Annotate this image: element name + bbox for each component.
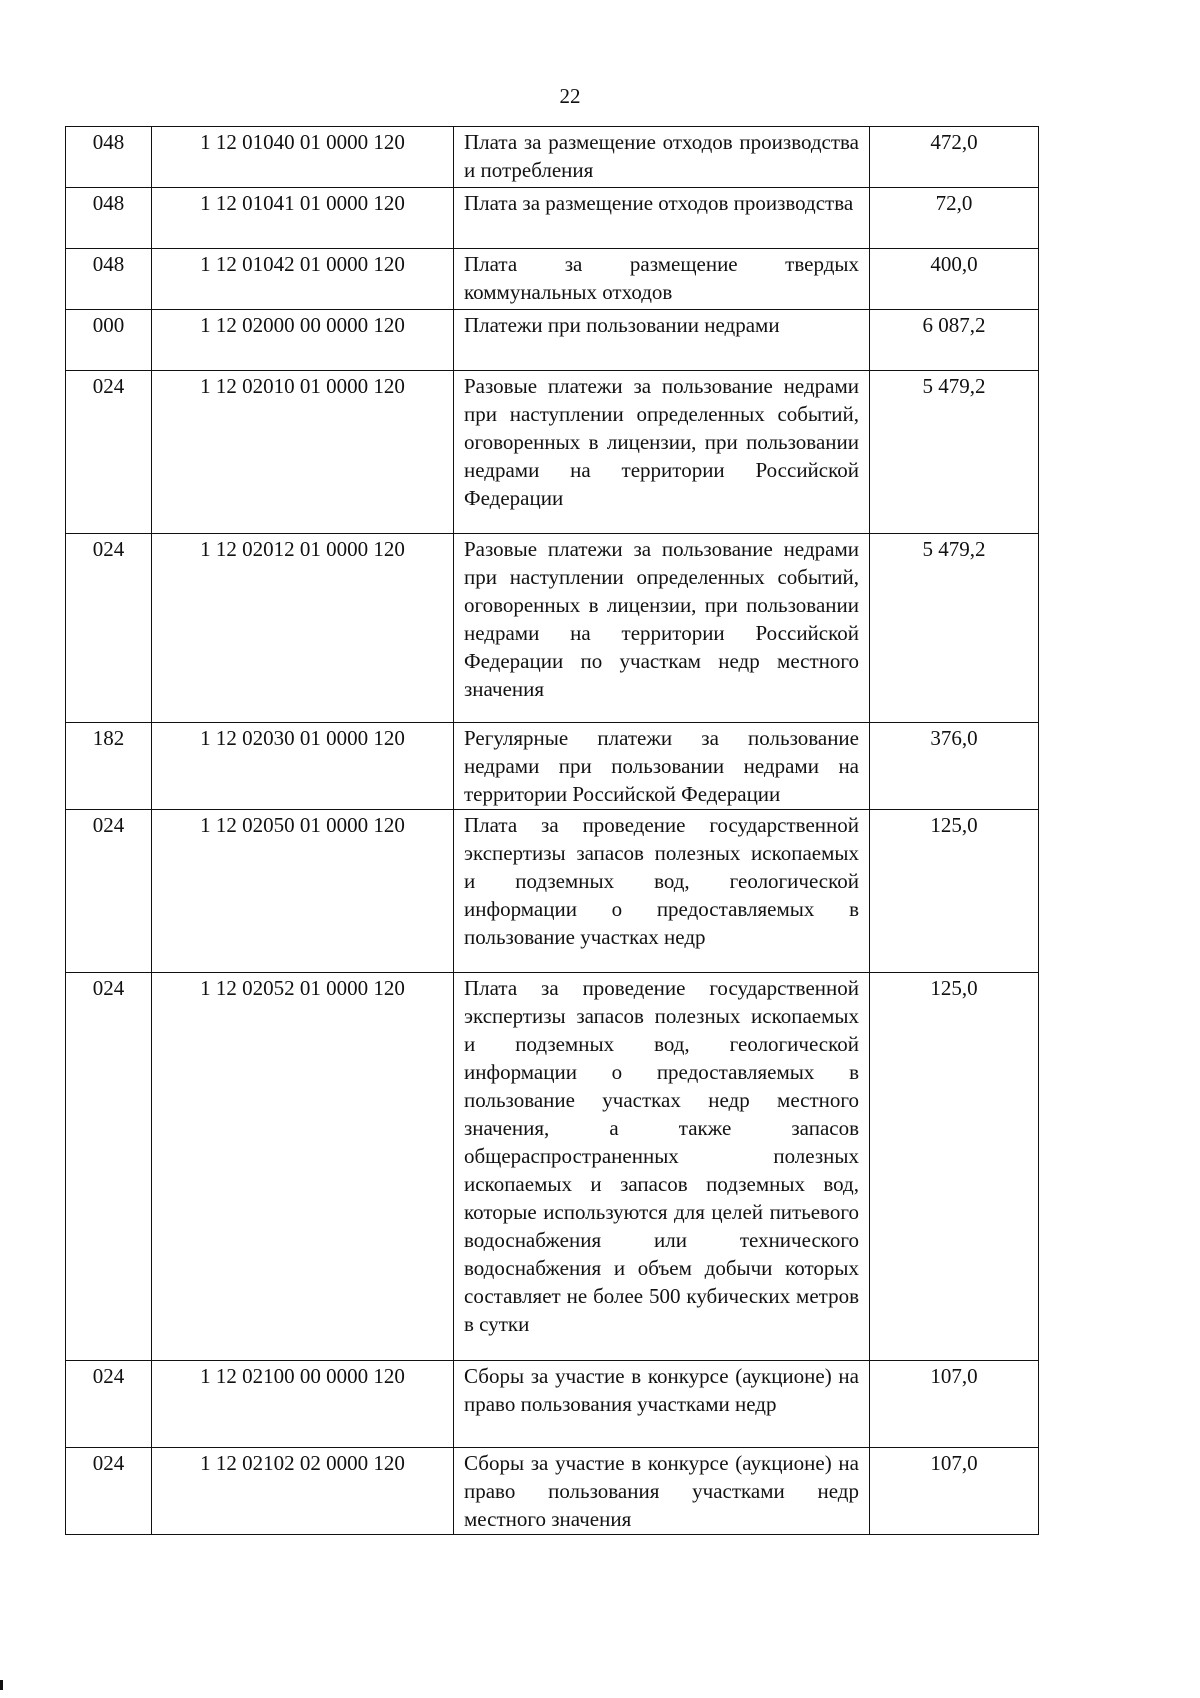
- amount-cell: 472,0: [870, 127, 1039, 188]
- amount-cell: 125,0: [870, 810, 1039, 973]
- revenue-name-cell: Регулярные платежи за пользование недрами при пользовании недрами на территории Российской Федерации: [454, 723, 870, 810]
- amount-cell: 125,0: [870, 973, 1039, 1361]
- budget-code-cell: 1 12 02102 02 0000 120: [152, 1448, 454, 1535]
- admin-code-cell: 024: [66, 1448, 152, 1535]
- budget-code-cell: 1 12 01041 01 0000 120: [152, 188, 454, 249]
- budget-code-cell: 1 12 01042 01 0000 120: [152, 249, 454, 310]
- budget-code-cell: 1 12 02050 01 0000 120: [152, 810, 454, 973]
- revenue-name-cell: Плата за проведение государственной экспертизы запасов полезных ископаемых и подземных вод, геологической информации о предоставляемых в пользование участках недр: [454, 810, 870, 973]
- table-row: [66, 1361, 1039, 1448]
- table-row: [66, 188, 1039, 249]
- table-row: [66, 1448, 1039, 1535]
- revenue-name-cell: Разовые платежи за пользование недрами при наступлении определенных событий, оговоренных в лицензии, при пользовании недрами на территории Российской Федерации по участкам недр местного значения: [454, 534, 870, 723]
- amount-cell: 107,0: [870, 1448, 1039, 1535]
- budget-code-cell: 1 12 01040 01 0000 120: [152, 127, 454, 188]
- admin-code-cell: 024: [66, 1361, 152, 1448]
- admin-code-cell: 024: [66, 371, 152, 534]
- amount-cell: 107,0: [870, 1361, 1039, 1448]
- budget-code-cell: 1 12 02100 00 0000 120: [152, 1361, 454, 1448]
- table-row: [66, 371, 1039, 534]
- admin-code-cell: 024: [66, 973, 152, 1361]
- revenue-name-cell: Плата за размещение отходов производства и потребления: [454, 127, 870, 188]
- revenue-name-cell: Плата за проведение государственной экспертизы запасов полезных ископаемых и подземных вод, геологической информации о предоставляемых в пользование участках недр местного значения, а также запасов общераспространенных полезных ископаемых и запасов подземных вод, которые используются для целей питьевого водоснабжения или технического водоснабжения и объем добычи которых составляет не более 500 кубических метров в сутки: [454, 973, 870, 1361]
- table-row: [66, 127, 1039, 188]
- amount-cell: 6 087,2: [870, 310, 1039, 371]
- revenue-name-cell: Сборы за участие в конкурсе (аукционе) на право пользования участками недр: [454, 1361, 870, 1448]
- page-number: 22: [559, 84, 581, 108]
- revenue-name-cell: Платежи при пользовании недрами: [454, 310, 870, 371]
- table-row: [66, 249, 1039, 310]
- admin-code-cell: 048: [66, 188, 152, 249]
- amount-cell: 400,0: [870, 249, 1039, 310]
- revenue-table: [65, 126, 1039, 1535]
- admin-code-cell: 048: [66, 249, 152, 310]
- amount-cell: 5 479,2: [870, 371, 1039, 534]
- admin-code-cell: 024: [66, 534, 152, 723]
- budget-code-cell: 1 12 02052 01 0000 120: [152, 973, 454, 1361]
- revenue-name-cell: Плата за размещение твердых коммунальных отходов: [454, 249, 870, 310]
- amount-cell: 5 479,2: [870, 534, 1039, 723]
- table-row: [66, 310, 1039, 371]
- admin-code-cell: 048: [66, 127, 152, 188]
- budget-code-cell: 1 12 02012 01 0000 120: [152, 534, 454, 723]
- table-row: [66, 534, 1039, 723]
- revenue-name-cell: Сборы за участие в конкурсе (аукционе) на право пользования участками недр местного значения: [454, 1448, 870, 1535]
- scan-edge-mark: [0, 1680, 3, 1690]
- budget-code-cell: 1 12 02030 01 0000 120: [152, 723, 454, 810]
- admin-code-cell: 000: [66, 310, 152, 371]
- admin-code-cell: 024: [66, 810, 152, 973]
- admin-code-cell: 182: [66, 723, 152, 810]
- budget-code-cell: 1 12 02010 01 0000 120: [152, 371, 454, 534]
- table-row: [66, 810, 1039, 973]
- budget-code-cell: 1 12 02000 00 0000 120: [152, 310, 454, 371]
- revenue-name-cell: Разовые платежи за пользование недрами при наступлении определенных событий, оговоренных в лицензии, при пользовании недрами на территории Российской Федерации: [454, 371, 870, 534]
- table-row: [66, 723, 1039, 810]
- table-row: [66, 973, 1039, 1361]
- amount-cell: 376,0: [870, 723, 1039, 810]
- amount-cell: 72,0: [870, 188, 1039, 249]
- revenue-name-cell: Плата за размещение отходов производства: [454, 188, 870, 249]
